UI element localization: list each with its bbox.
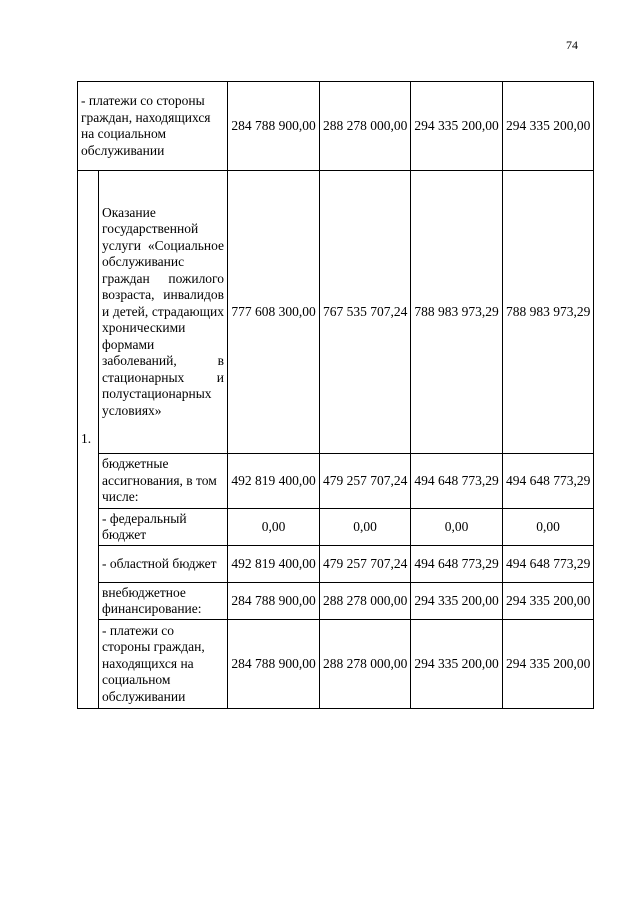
value-cell: 288 278 000,00 — [320, 583, 411, 620]
row-label: бюджетные ассигнования, в том числе: — [99, 454, 228, 509]
value-cell: 494 648 773,29 — [503, 546, 594, 583]
value-cell: 492 819 400,00 — [228, 546, 320, 583]
value-cell: 294 335 200,00 — [503, 82, 594, 171]
row-label: - областной бюджет — [99, 546, 228, 583]
table-row-regional-budget — [78, 546, 594, 583]
value-cell: 494 648 773,29 — [411, 454, 503, 509]
row-label: - платежи со стороны граждан, находящихся на социальном обслуживании — [78, 82, 228, 171]
value-cell: 788 983 973,29 — [503, 171, 594, 454]
value-cell: 0,00 — [228, 509, 320, 546]
budget-table — [77, 81, 594, 709]
value-cell: 284 788 900,00 — [228, 82, 320, 171]
value-cell: 492 819 400,00 — [228, 454, 320, 509]
row-label: Оказание государственной услуги «Социальное обслуживанис граждан пожилого возраста, инвалидов и детей, страдающих хроническими формами заболеваний, в стационарных и полустационарных условиях» — [99, 171, 228, 454]
value-cell: 0,00 — [320, 509, 411, 546]
value-cell: 288 278 000,00 — [320, 620, 411, 709]
table-row-extrabudgetary — [78, 583, 594, 620]
table-row-budget-allocations — [78, 454, 594, 509]
row-index: 1. — [78, 171, 99, 709]
row-label: внебюджетное финансирование: — [99, 583, 228, 620]
value-cell: 294 335 200,00 — [411, 82, 503, 171]
table-row-federal-budget — [78, 509, 594, 546]
value-cell: 479 257 707,24 — [320, 546, 411, 583]
row-label: - платежи со стороны граждан, находящихся на социальном обслуживании — [99, 620, 228, 709]
value-cell: 494 648 773,29 — [411, 546, 503, 583]
value-cell: 777 608 300,00 — [228, 171, 320, 454]
value-cell: 288 278 000,00 — [320, 82, 411, 171]
value-cell: 479 257 707,24 — [320, 454, 411, 509]
value-cell: 294 335 200,00 — [503, 620, 594, 709]
page-number: 74 — [566, 38, 578, 52]
row-label: - федеральный бюджет — [99, 509, 228, 546]
value-cell: 0,00 — [411, 509, 503, 546]
table-row-citizens-payments — [78, 620, 594, 709]
value-cell: 294 335 200,00 — [411, 620, 503, 709]
value-cell: 294 335 200,00 — [411, 583, 503, 620]
value-cell: 284 788 900,00 — [228, 583, 320, 620]
value-cell: 294 335 200,00 — [503, 583, 594, 620]
table-row-state-service — [78, 171, 594, 454]
value-cell: 0,00 — [503, 509, 594, 546]
value-cell: 494 648 773,29 — [503, 454, 594, 509]
table-row-citizens-payments-top — [78, 82, 594, 171]
value-cell: 284 788 900,00 — [228, 620, 320, 709]
value-cell: 767 535 707,24 — [320, 171, 411, 454]
value-cell: 788 983 973,29 — [411, 171, 503, 454]
